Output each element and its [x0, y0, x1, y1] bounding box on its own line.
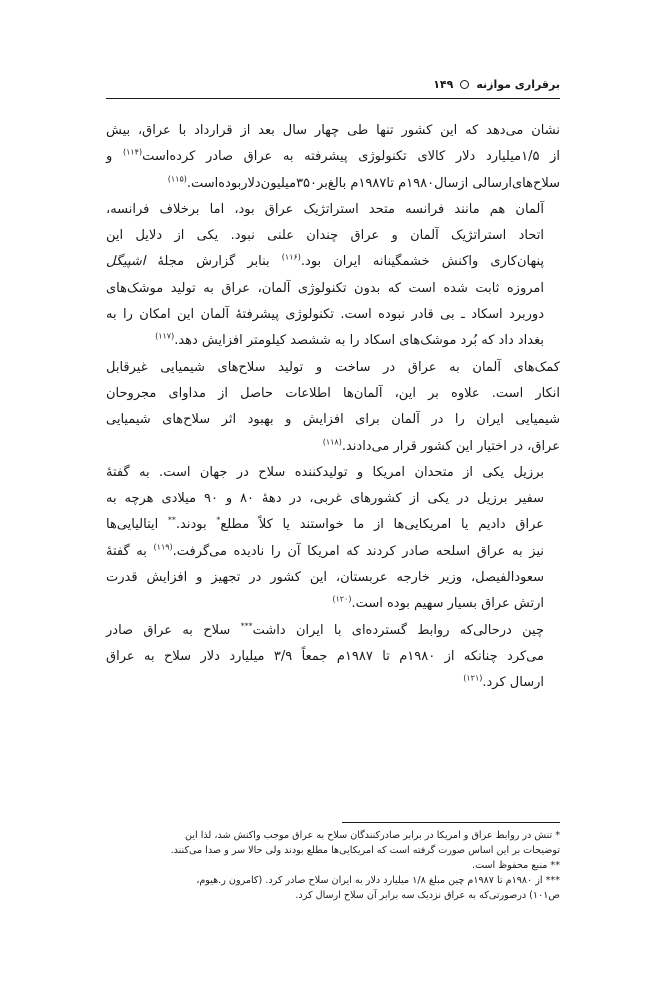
footnote-line: ** منبع محفوظ است. — [472, 860, 560, 871]
text-line: انکار است. علاوه بر این، آلمان‌ها اطلاعات حاصل از مداوای مجروحان — [106, 385, 560, 401]
header-rule — [106, 98, 560, 99]
running-title: برقراری موازنه — [476, 78, 560, 91]
footnote-star: * — [216, 516, 221, 526]
text-line: نشان می‌دهد که این کشور تنها طی چهار سال بعد از قرارداد با عراق، بیش — [106, 123, 560, 138]
footnote-line: * تنش در روابط عراق و امریکا در برابر صادرکنندگان سلاح به عراق موجب واکنش شد، لذا این — [185, 830, 560, 841]
text-line: شیمیایی ایران را در آلمان برای افزایش و بهبود اثر سلاح‌های شیمیایی — [106, 412, 560, 428]
text-line: امروزه ثابت شده است که بدون تکنولوژی آلمان، عراق به تولید موشک‌های — [106, 280, 544, 296]
footnote-rule — [342, 822, 560, 823]
text-line: پنهان‌کاری واکنش خشمگینانه ایران بود.$^{(۱۱۶)}$ بنابر گزارش مجلهٔ اشپیگل — [106, 253, 544, 270]
text-line: سعودالفیصل، وزیر خارجه عربستان، این کشور در تجهیز و افزایش قدرت — [106, 570, 544, 586]
text-line: آلمان هم مانند فرانسه متحد استراتژیک عراق بود، اما برخلاف فرانسه، — [106, 201, 544, 217]
magazine-name: اشپیگل — [106, 254, 146, 270]
footnote-ref: (۱۲۰) — [332, 595, 352, 605]
footnote-ref: (۱۱۸) — [322, 437, 342, 447]
text-line: سلاح‌های‌ارسالی ازسال۱۹۸۰م تا۱۹۸۷م بالغ‌بر۳۵۰میلیون‌دلاربوده‌است.$^{(۱۱۵)}$ — [167, 174, 560, 191]
text-line: می‌کرد چنانکه از ۱۹۸۰م تا ۱۹۸۷م جمعاً ۳/۹ میلیارد دلار سلاح به عراق — [106, 648, 544, 664]
footnote-ref: (۱۱۵) — [167, 174, 187, 184]
text-line: دوربرد اسکاد ـ بی قادر نبوده است. تکنولوژی پیشرفتهٔ آلمان این امکان را به — [106, 307, 544, 323]
page-number: ۱۴۹ — [433, 78, 454, 91]
text-line: عراق، در اختیار این کشور قرار می‌دادند.$^{(۱۱۸)}$ — [322, 437, 560, 454]
footnote-ref: (۱۱۷) — [155, 332, 175, 342]
text-line: از ۱/۵میلیارد دلار کالای تکنولوژی پیشرفته به عراق صادر کرده‌است$^{(۱۱۴)}$ و — [106, 147, 561, 165]
footnote-ref: (۱۲۱) — [463, 673, 483, 683]
footnote-line: *** از ۱۹۸۰م تا ۱۹۸۷م چین مبلغ ۱/۸ میلیارد دلار به ایران سلاح صادر کرد. (کامرون ر.هیوم، — [196, 875, 560, 886]
paragraph-3 — [106, 355, 560, 460]
footnote-star: ** — [167, 516, 176, 526]
text-line: بغداد داد که بُرد موشک‌های اسکاد را به ششصد کیلومتر افزایش دهد.$^{(۱۱۷)}$ — [155, 332, 544, 349]
text-line: چین درحالی‌که روابط گسترده‌ای با ایران داشت*** سلاح به عراق صادر — [106, 621, 544, 638]
text-line: عراق دادیم یا امریکایی‌ها از ما خواستند یا کلاً مطلع* بودند.** ایتالیایی‌ها — [106, 516, 544, 533]
text-line: برزیل یکی از متحدان امریکا و تولیدکننده سلاح در جهان است. به گفتهٔ — [106, 464, 544, 480]
text-line: اتحاد استراتژیک آلمان و عراق چندان علنی نبود. یکی از دلایل این — [106, 228, 544, 244]
text-line: ارسال کرد.$^{(۱۲۱)}$ — [463, 673, 544, 691]
text-line: ارتش عراق بسیار سهیم بوده است.$^{(۱۲۰)}$ — [332, 595, 544, 612]
circle-ornament-icon — [460, 80, 469, 89]
paragraph-1 — [106, 118, 560, 197]
page-header — [106, 78, 560, 91]
footnote-ref: (۱۱۶) — [281, 253, 301, 263]
footnote-line: توضیحات بر این اساس صورت گرفته است که امریکایی‌ها مطلع بودند ولی حالا سر و صدا می‌کنند. — [170, 845, 560, 856]
text-line: سفیر برزیل در یکی از کشورهای غربی، در دههٔ ۸۰ و ۹۰ میلادی هرچه به — [106, 491, 544, 507]
paragraph-2 — [106, 197, 560, 355]
paragraph-4 — [106, 460, 560, 618]
footnote-line: ص۱۰۱) درصورتی‌که به عراق نزدیک سه برابر آن سلاح ارسال کرد. — [295, 890, 560, 901]
footnote-ref: (۱۱۹) — [153, 542, 173, 552]
text-line: کمک‌های آلمان به عراق در ساخت و تولید سلاح‌های شیمیایی غیرقابل — [106, 359, 560, 375]
footnotes — [106, 828, 560, 903]
main-text — [106, 118, 560, 697]
paragraph-5 — [106, 618, 560, 697]
footnote-star: *** — [240, 621, 253, 631]
footnote-ref: (۱۱۴) — [122, 147, 143, 157]
text-line: نیز به عراق اسلحه صادر کردند که امریکا آن را نادیده می‌گرفت.$^{(۱۱۹)}$ به گفتهٔ — [106, 542, 544, 559]
